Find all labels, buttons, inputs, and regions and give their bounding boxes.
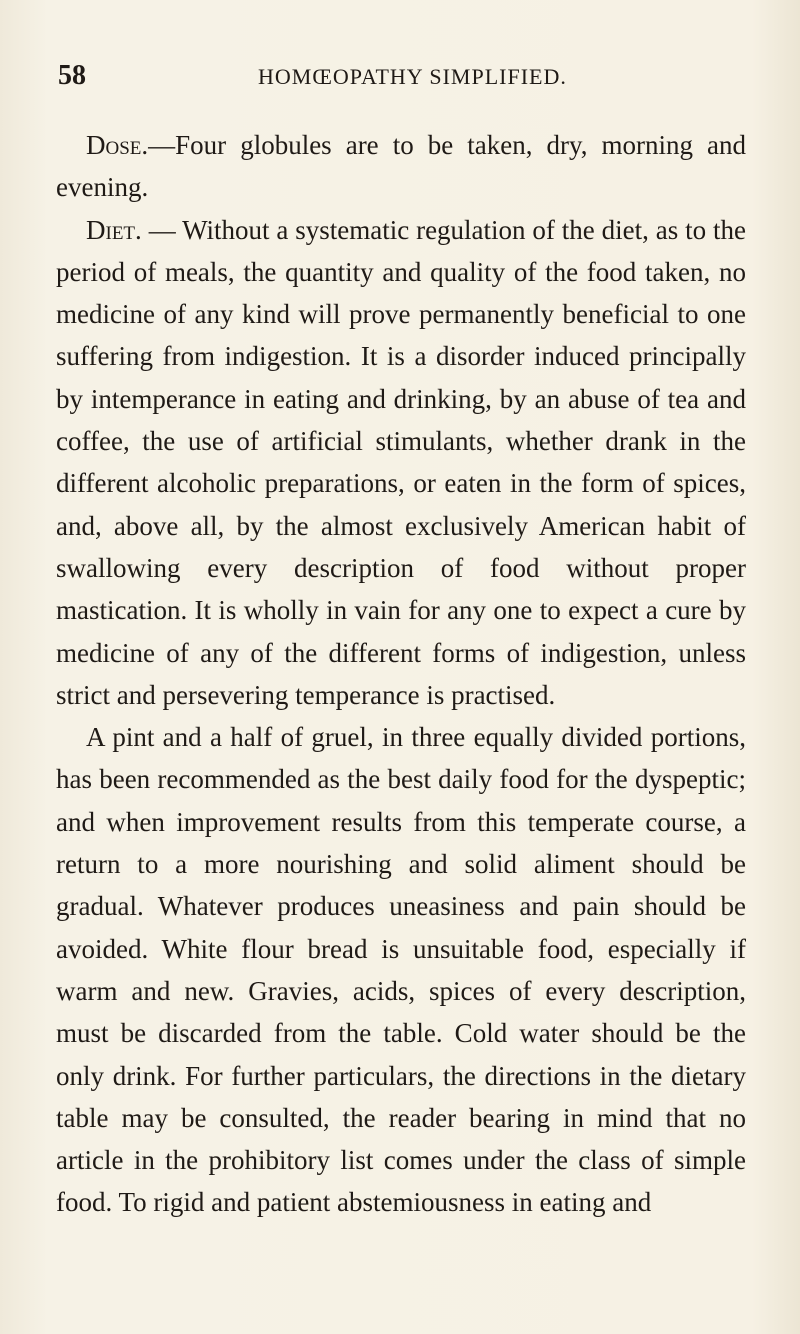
page-header	[58, 60, 748, 94]
diet-text: — Without a systematic regulation of the diet, as to the period of meals, the quantity and quality of the food taken, no medicine of any kind will prove permanently beneficial to one suffering from indigestion. It is a disorder induced principally by intemperance in eating and drinking, by an abuse of tea and coffee, the use of artificial stimulants, whether drank in the different alcoholic preparations, or eaten in the form of spices, and, above all, by the almost exclusively American habit of swallowing every description of food without proper mastication. It is wholly in vain for any one to expect a cure by medicine of any of the different forms of indigestion, unless strict and persevering temperance is practised.	[56, 214, 747, 710]
dose-paragraph	[56, 124, 746, 209]
dose-text: —Four globules are to be taken, dry, morning and evening.	[56, 130, 746, 203]
page-number: 58	[58, 60, 86, 91]
gruel-text: A pint and a half of gruel, in three equally divided portions, has been recommended as the best daily food for the dyspeptic; and when improvement results from this temperate course, a return to a more nourishing and solid aliment should be gradual. Whatever produces uneasiness and pain should be avoided. White flour bread is unsuitable food, especially if warm and new. Gravies, acids, spices of every description, must be discarded from the table. Cold water should be the only drink. For further particulars, the directions in the dietary table may be consulted, the reader bearing in mind that no article in the prohibitory list comes under the class of simple food. To rigid and patient abstemiousness in eating and	[56, 722, 746, 1218]
running-title: HOMŒOPATHY SIMPLIFIED.	[258, 64, 567, 89]
body-text	[56, 124, 746, 1224]
diet-heading: Diet.	[86, 214, 142, 245]
dose-heading: Dose.	[86, 130, 149, 160]
gruel-paragraph	[56, 716, 746, 1224]
diet-paragraph	[56, 209, 746, 717]
